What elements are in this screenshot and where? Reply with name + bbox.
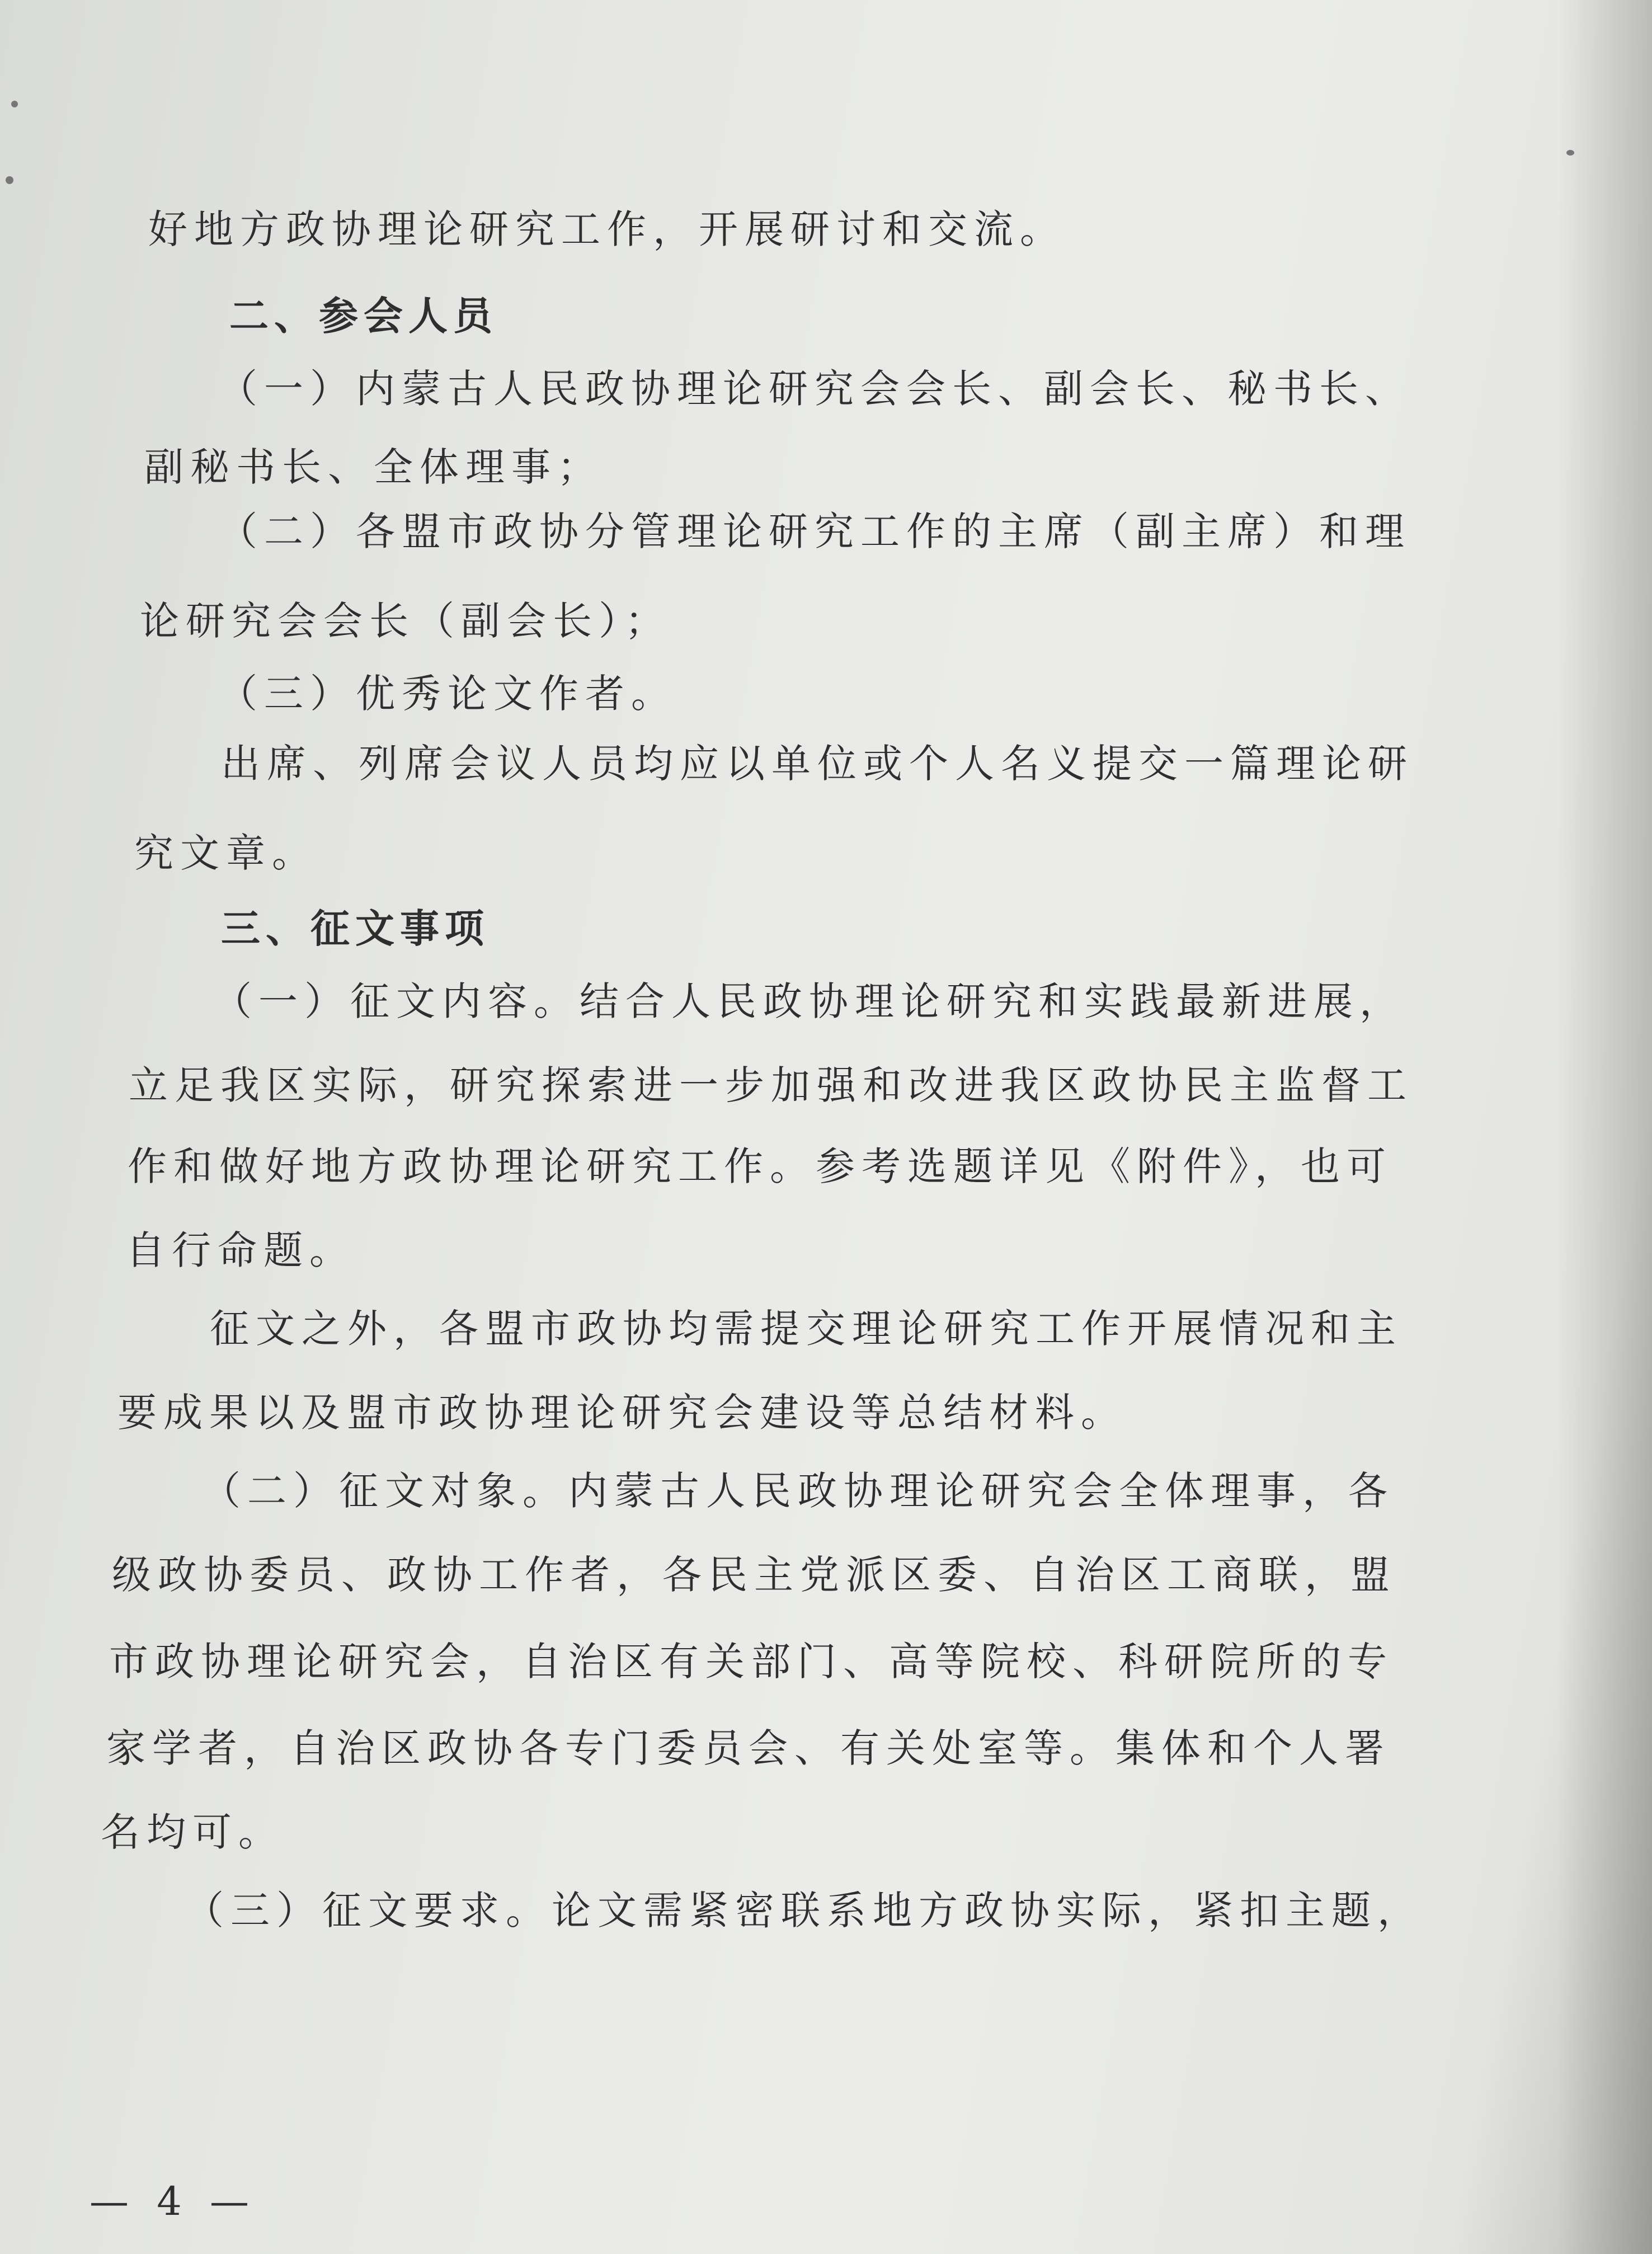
section-heading: 二、参会人员 [229,293,498,339]
body-line: 立足我区实际，研究探索进一步加强和改进我区政协民主监督工 [129,1062,1413,1108]
body-line: （一）征文内容。结合人民政协理论研究和实践最新进展， [213,978,1405,1024]
body-line: 副秘书长、全体理事； [144,444,603,490]
page-number: — 4 — [90,2178,257,2224]
body-line: 作和做好地方政协理论研究工作。参考选题详见《附件》，也可 [128,1144,1392,1189]
section-heading: 三、征文事项 [221,906,490,952]
body-line: （三）优秀论文作者。 [218,671,677,717]
body-line: （三）征文要求。论文需紧密联系地方政协实际，紧扣主题， [185,1888,1423,1933]
body-line: 出席、列席会议人员均应以单位或个人名义提交一篇理论研 [221,741,1414,787]
body-line: 家学者，自治区政协各专门委员会、有关处室等。集体和个人署 [106,1725,1391,1771]
body-line: （一）内蒙古人民政协理论研究会会长、副会长、秘书长、 [218,366,1411,412]
body-line: 究文章。 [134,830,318,876]
body-line: 级政协委员、政协工作者，各民主党派区委、自治区工商联，盟 [112,1552,1396,1598]
body-line: 好地方政协理论研究工作，开展研讨和交流。 [148,206,1066,252]
body-line: 论研究会会长（副会长）； [140,598,671,644]
body-line: 名均可。 [101,1809,284,1855]
body-line: 自行命题。 [126,1227,355,1273]
body-line: （二）各盟市政协分管理论研究工作的主席（副主席）和理 [218,509,1411,554]
body-line: 市政协理论研究会，自治区有关部门、高等院校、科研院所的专 [109,1639,1394,1684]
body-line: 征文之外，各盟市政协均需提交理论研究工作开展情况和主 [210,1306,1402,1352]
body-line: （二）征文对象。内蒙古人民政协理论研究会全体理事，各 [201,1468,1394,1514]
body-line: 要成果以及盟市政协理论研究会建设等总结材料。 [117,1390,1127,1436]
